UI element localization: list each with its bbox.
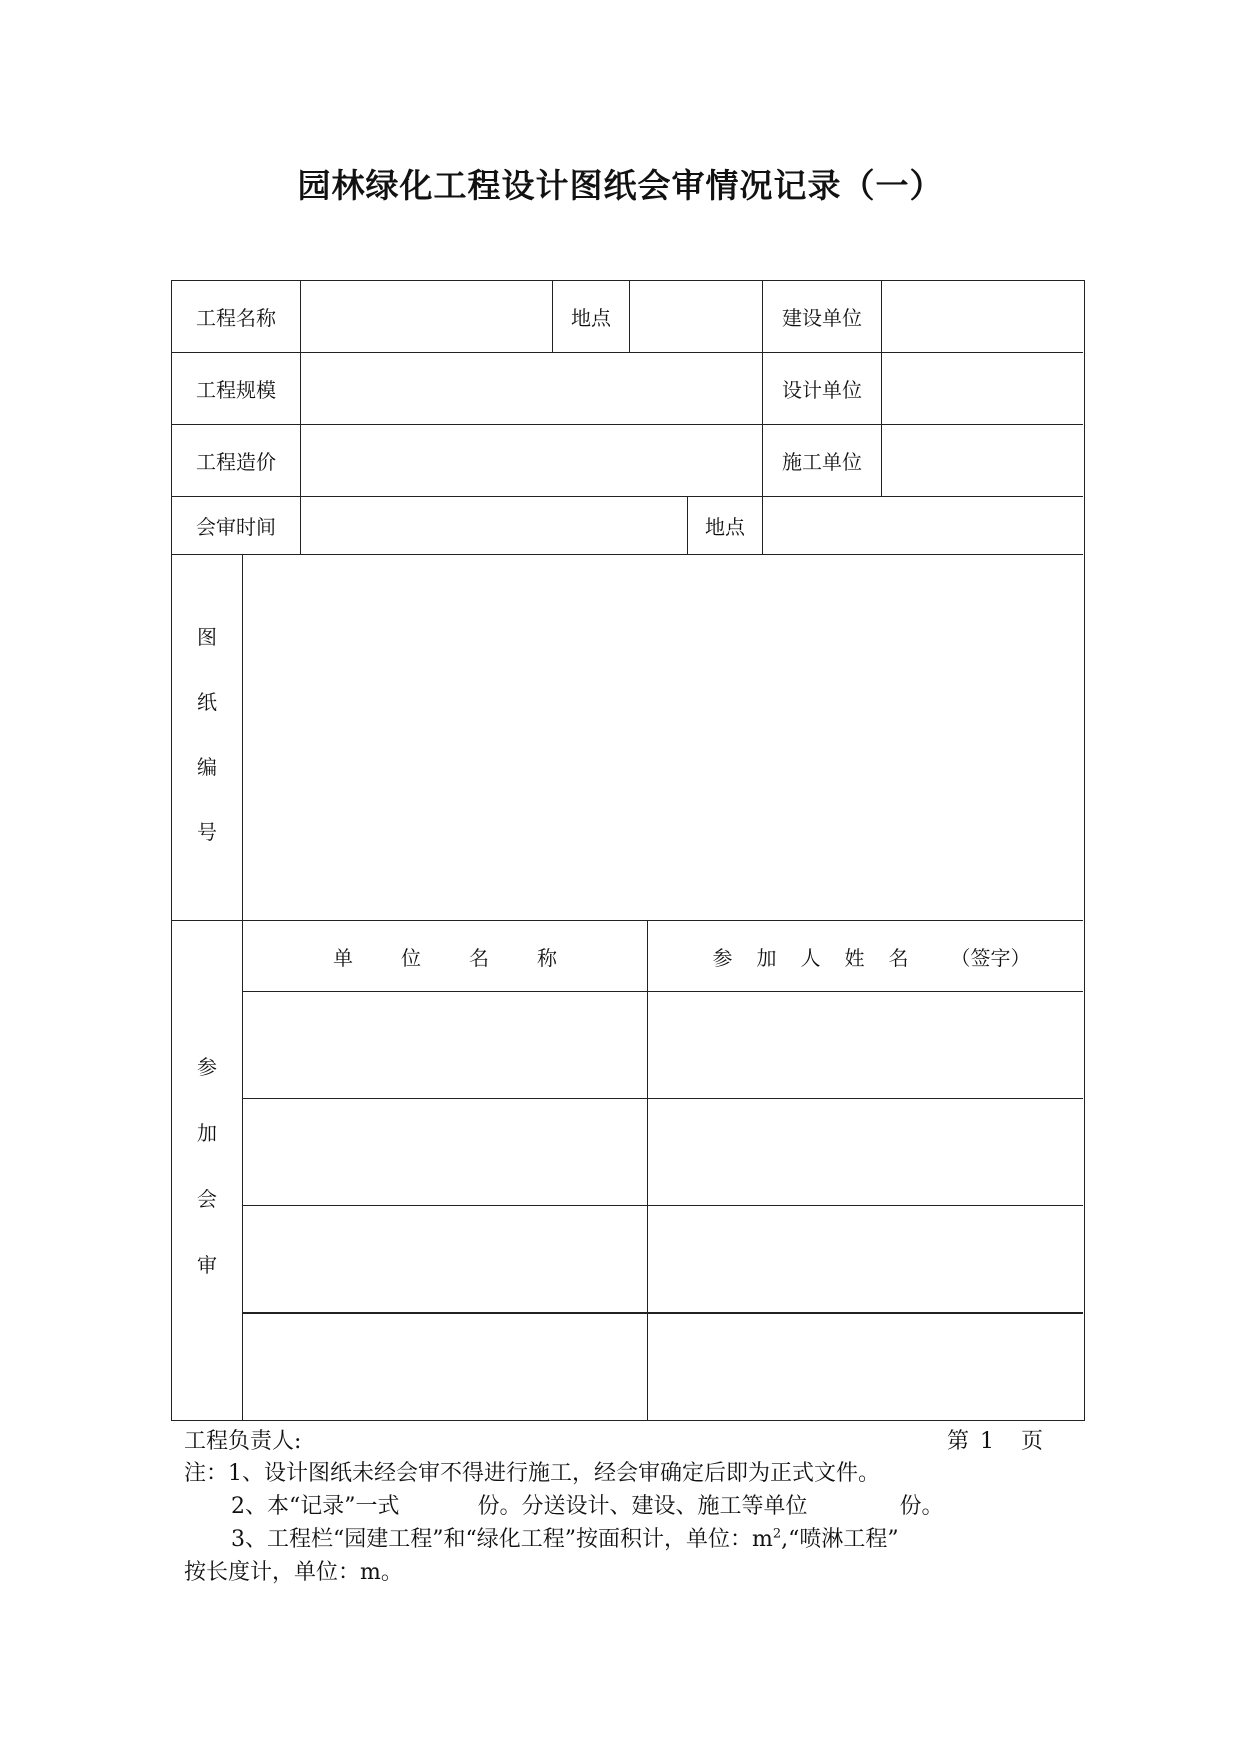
construction-unit-field[interactable] bbox=[882, 281, 1083, 352]
note-2: 2、本“记录”一式 份。分送设计、建设、施工等单位 份。 bbox=[231, 1494, 944, 1519]
unit-name-cell[interactable] bbox=[243, 992, 647, 1098]
participant-name-header: 参 加 人 姓 名 （签字） bbox=[712, 945, 1031, 970]
design-unit-label: 设计单位 bbox=[782, 378, 862, 402]
project-cost-label: 工程造价 bbox=[196, 450, 276, 474]
project-name-field[interactable] bbox=[301, 281, 552, 352]
project-cost-field[interactable] bbox=[301, 425, 762, 496]
project-scale-label: 工程规模 bbox=[196, 378, 276, 402]
review-location-field[interactable] bbox=[763, 497, 1083, 554]
page-indicator: 第 1 页 bbox=[947, 1429, 1044, 1454]
unit-name-cell[interactable] bbox=[243, 1314, 647, 1420]
builder-unit-label: 施工单位 bbox=[782, 450, 862, 474]
review-time-label: 会审时间 bbox=[196, 515, 276, 539]
unit-name-header: 单 位 名 称 bbox=[333, 945, 557, 970]
page-title: 园林绿化工程设计图纸会审情况记录（一） bbox=[297, 166, 944, 205]
construction-unit-label: 建设单位 bbox=[782, 306, 862, 330]
participant-signature-cell[interactable] bbox=[648, 992, 1083, 1098]
review-record-form bbox=[171, 280, 1085, 1421]
note-1: 注：1、设计图纸未经会审不得进行施工，经会审确定后即为正式文件。 bbox=[184, 1461, 880, 1486]
builder-unit-field[interactable] bbox=[882, 425, 1083, 496]
location-label: 地点 bbox=[571, 306, 611, 330]
unit-name-cell[interactable] bbox=[243, 1206, 647, 1312]
project-scale-field[interactable] bbox=[301, 353, 762, 424]
review-location-label: 地点 bbox=[705, 515, 745, 539]
drawing-number-field[interactable] bbox=[243, 555, 1083, 920]
unit-name-cell[interactable] bbox=[243, 1099, 647, 1205]
drawing-number-label: 图 纸 编 号 bbox=[197, 625, 217, 844]
note-3-continued: 按长度计，单位：m。 bbox=[184, 1560, 403, 1585]
design-unit-field[interactable] bbox=[882, 353, 1083, 424]
participant-signature-cell[interactable] bbox=[648, 1314, 1083, 1420]
participant-signature-cell[interactable] bbox=[648, 1206, 1083, 1312]
review-time-field[interactable] bbox=[301, 497, 687, 554]
participant-signature-cell[interactable] bbox=[648, 1099, 1083, 1205]
location-field[interactable] bbox=[630, 281, 762, 352]
project-manager-label: 工程负责人: bbox=[184, 1429, 302, 1454]
participants-label: 参 加 会 审 bbox=[197, 1055, 217, 1277]
note-3: 3、工程栏“园建工程”和“绿化工程”按面积计，单位：$m^2,“$喷淋工程” bbox=[231, 1526, 899, 1552]
project-name-label: 工程名称 bbox=[196, 306, 276, 330]
